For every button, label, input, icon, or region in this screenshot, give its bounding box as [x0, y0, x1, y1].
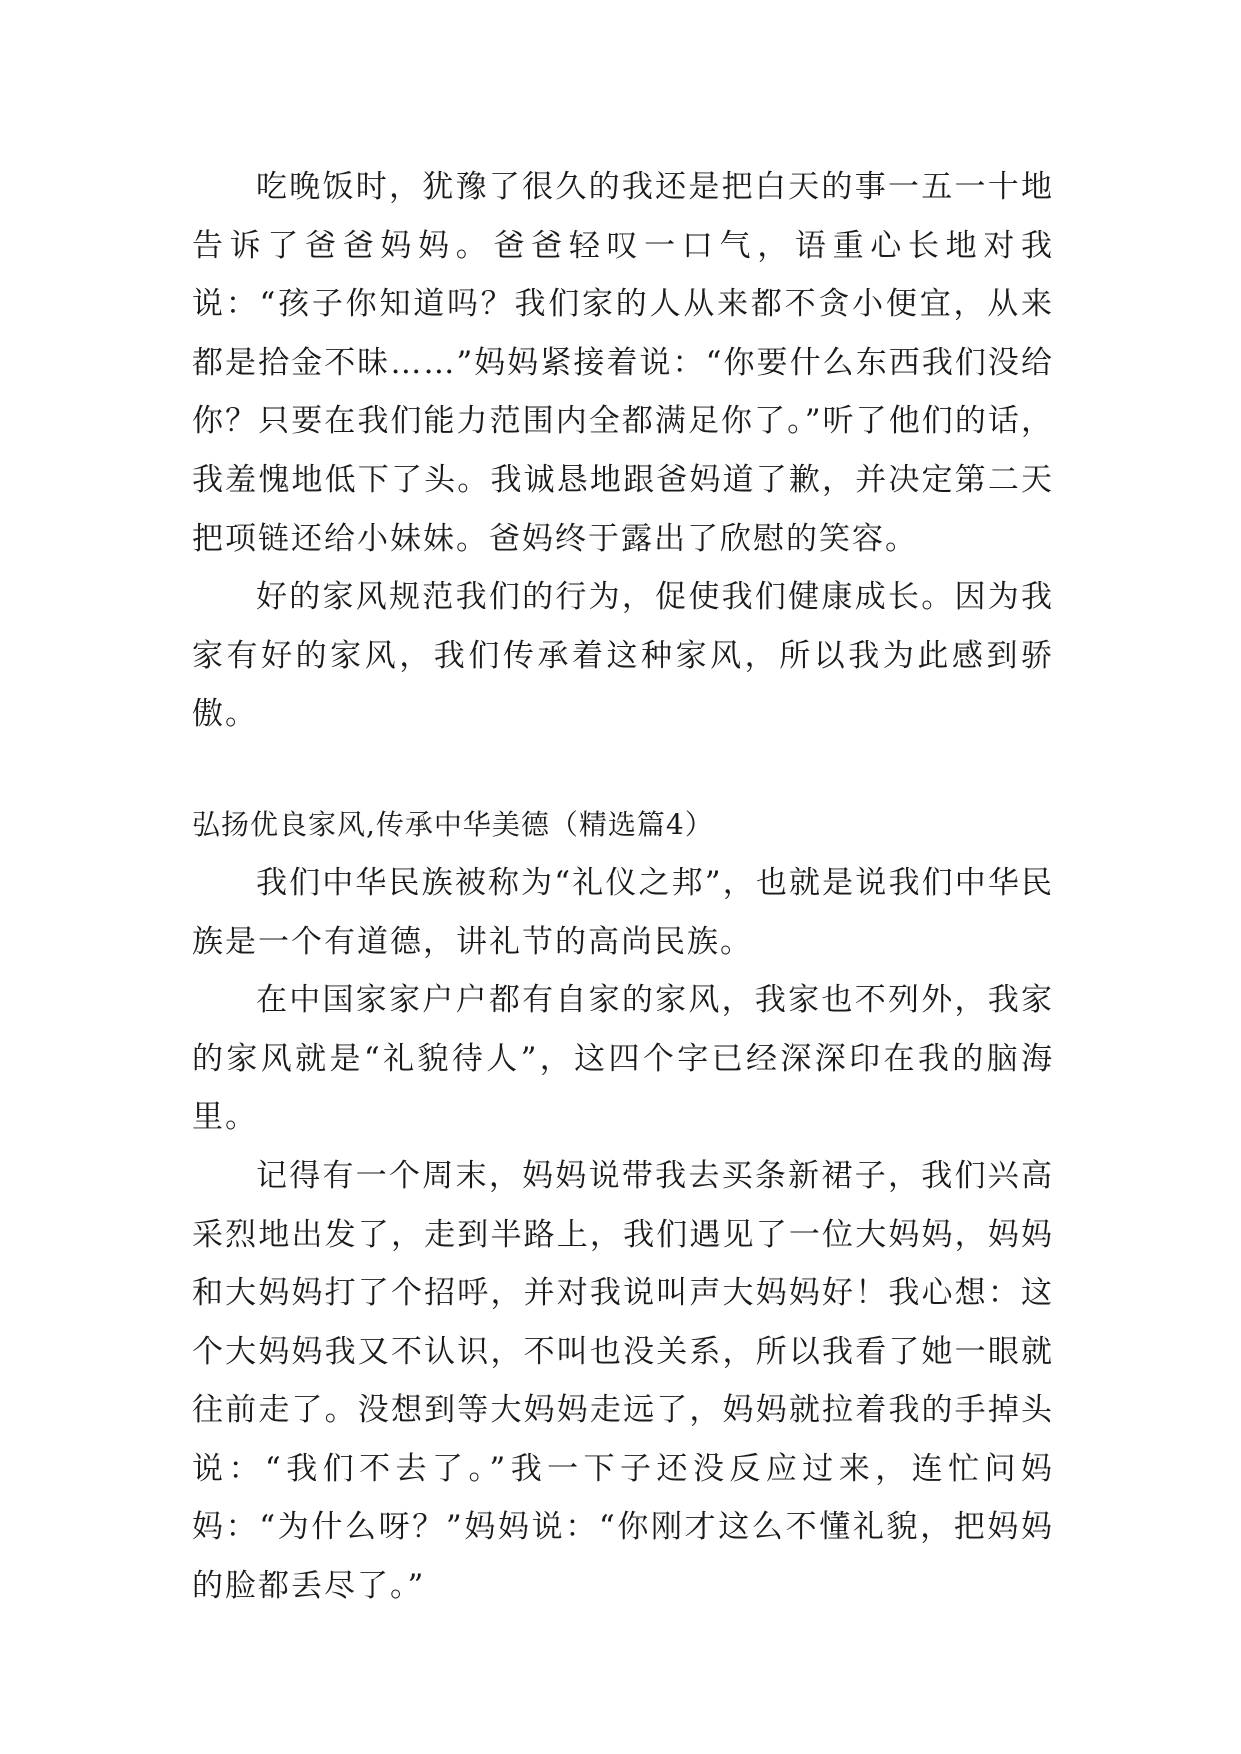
paragraph-family-pride: 好的家风规范我们的行为，促使我们健康成长。因为我家有好的家风，我们传承着这种家风，所以我为此感到骄傲。	[192, 579, 1054, 733]
paragraph-family-motto: 在中国家家户户都有自家的家风，我家也不列外，我家的家风就是“礼貌待人”，这四个字已经深深印在我的脑海里。	[192, 982, 1054, 1136]
paragraph-nation-of-etiquette: 我们中华民族被称为“礼仪之邦”，也就是说我们中华民族是一个有道德，讲礼节的高尚民族。	[192, 864, 1054, 960]
section-heading: 弘扬优良家风,传承中华美德（精选篇4）	[192, 807, 714, 841]
document-page	[192, 158, 1054, 1616]
paragraph-dinner: 吃晚饭时，犹豫了很久的我还是把白天的事一五一十地告诉了爸爸妈妈。爸爸轻叹一口气，语重心长地对我说：“孩子你知道吗？我们家的人从来都不贪小便宜，从来都是拾金不昧……”妈妈紧接着说：“你要什么东西我们没给你？只要在我们能力范围内全都满足你了。”听了他们的话，我羞愧地低下了头。我诚恳地跟爸妈道了歉，并决定第二天把项链还给小妹妹。爸妈终于露出了欣慰的笑容。	[192, 169, 1054, 557]
paragraph-weekend-story: 记得有一个周末，妈妈说带我去买条新裙子，我们兴高采烈地出发了，走到半路上，我们遇见了一位大妈妈，妈妈和大妈妈打了个招呼，并对我说叫声大妈妈好！我心想：这个大妈妈我又不认识，不叫也没关系，所以我看了她一眼就往前走了。没想到等大妈妈走远了，妈妈就拉着我的手掉头说：“我们不去了。”我一下子还没反应过来，连忙问妈妈：“为什么呀？”妈妈说：“你刚才这么不懂礼貌，把妈妈的脸都丢尽了。”	[192, 1157, 1054, 1605]
